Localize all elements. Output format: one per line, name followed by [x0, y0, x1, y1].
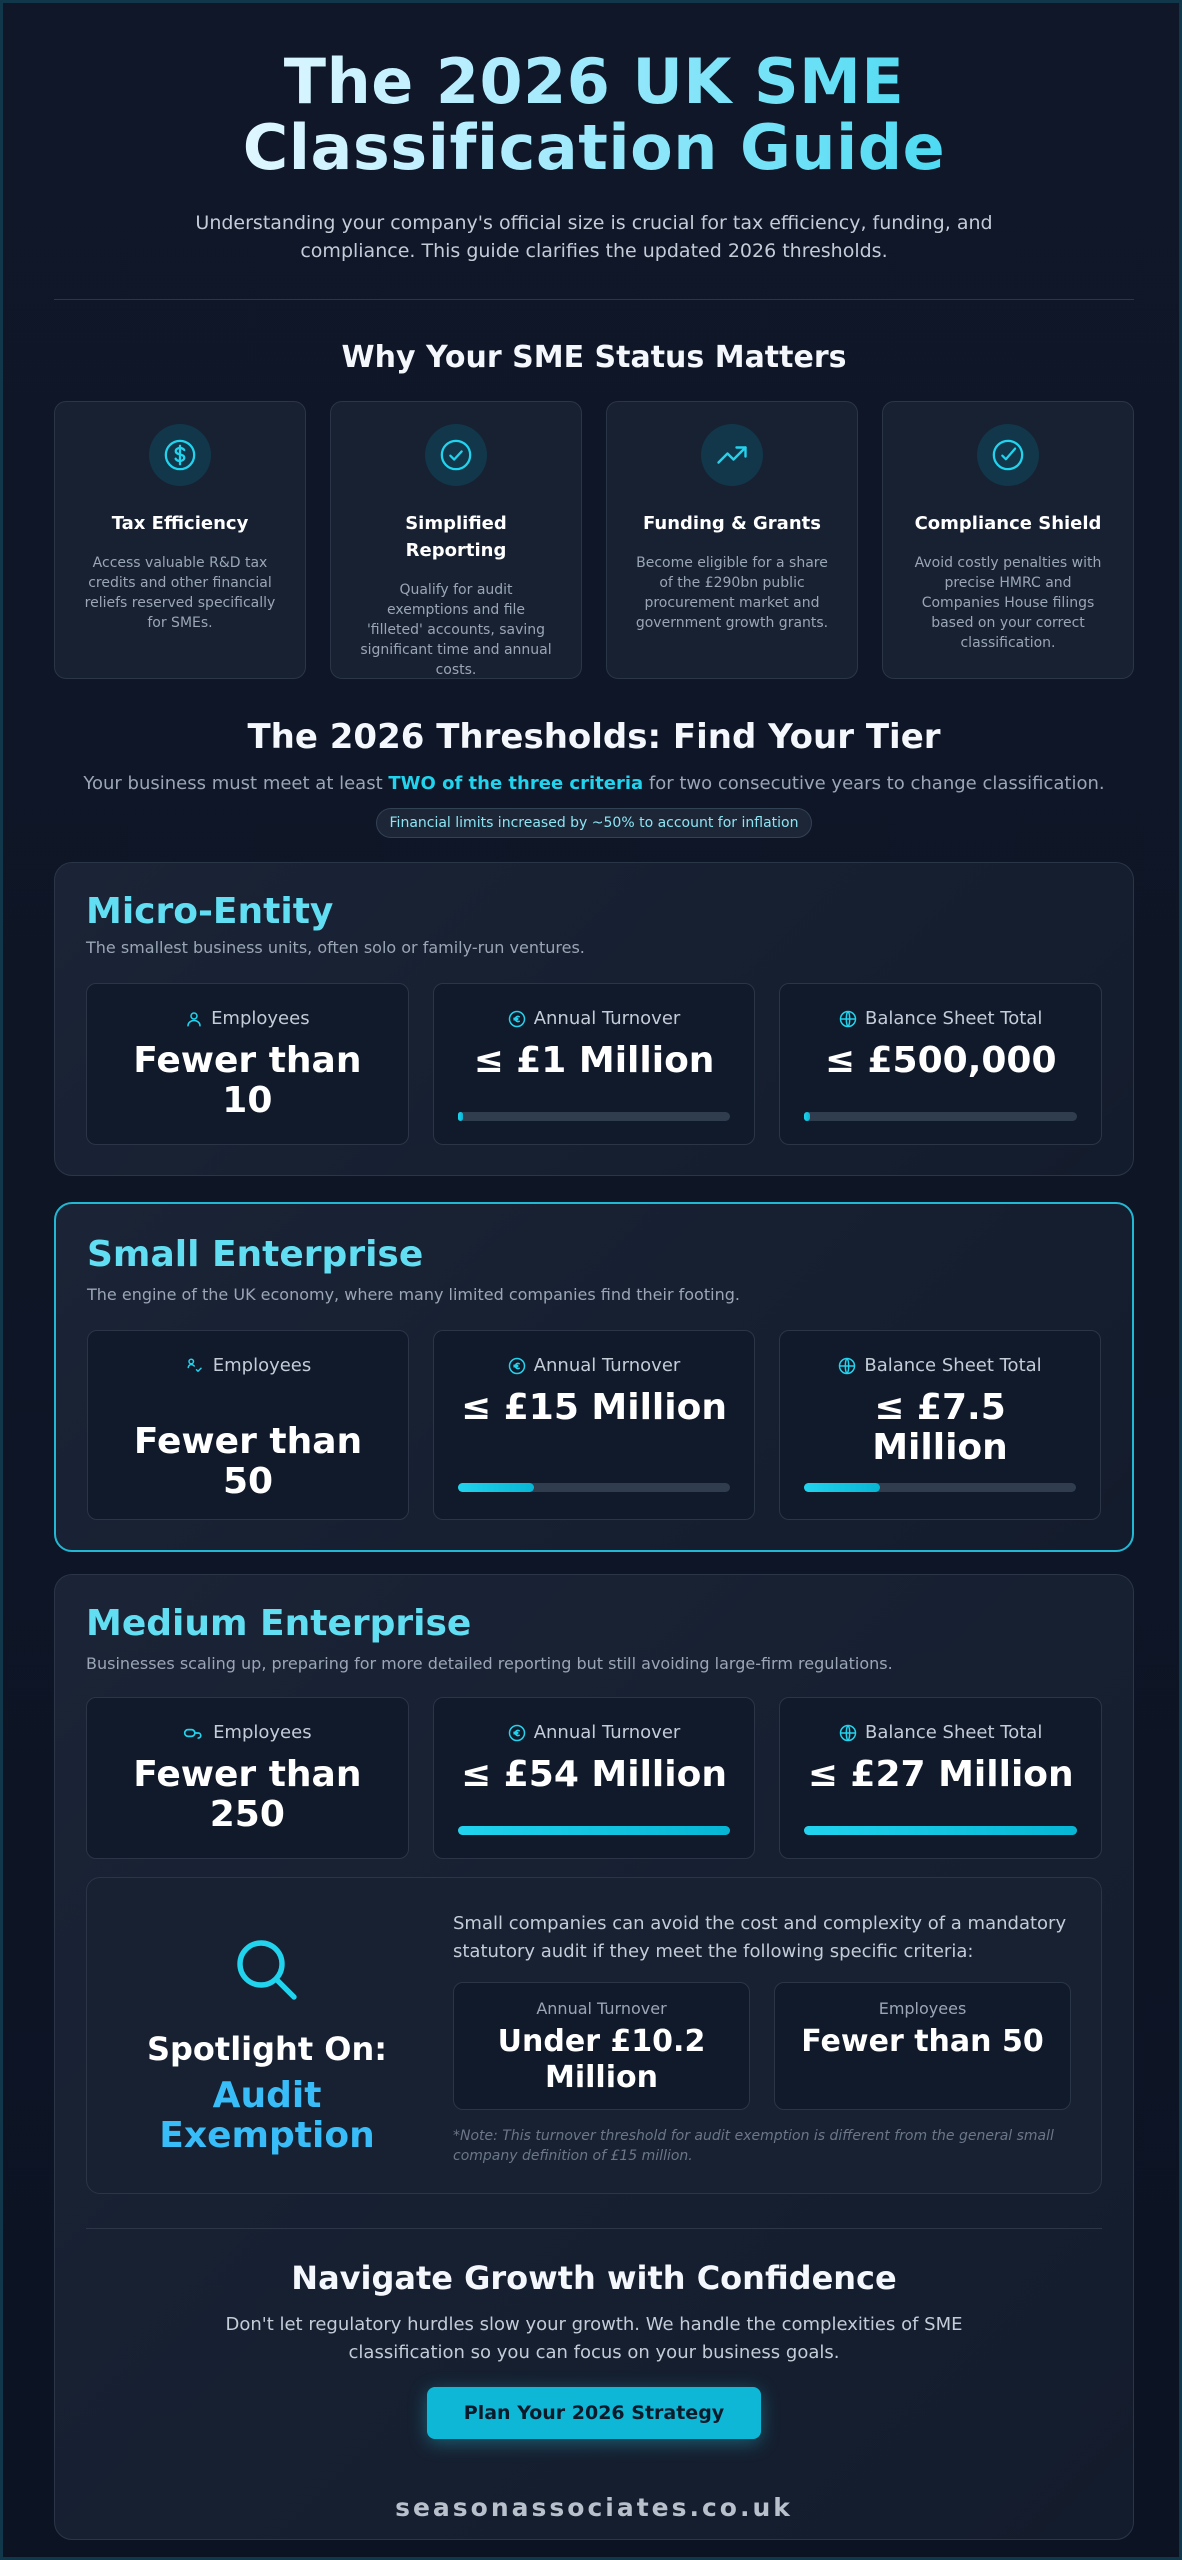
header-divider [54, 299, 1134, 300]
tier-stats [86, 983, 1102, 1145]
stat-balance [779, 1697, 1102, 1859]
stat-balance [779, 983, 1102, 1145]
why-card-text: Avoid costly penalties with precise HMRC and Companies House filings based on your correct classification. [914, 555, 1102, 651]
globe-icon [838, 1357, 856, 1375]
page-subtitle: Understanding your company's official size is crucial for tax efficiency, funding, and compliance. This guide clarifies the updated 2026 thresholds. [195, 212, 993, 262]
spotlight-box-label: Employees [878, 1999, 967, 2018]
stat-employees [86, 1697, 409, 1859]
why-card-title: Simplified Reporting [405, 513, 507, 561]
dollar-circle-icon [149, 424, 211, 486]
stat-balance [779, 1330, 1101, 1520]
website-link[interactable]: seasonassociates.co.uk [395, 2493, 793, 2522]
spotlight-note: *Note: This turnover threshold for audit exemption is different from the general small company definition of £15 million. [453, 2128, 1054, 2164]
stat-label: Balance Sheet Total [865, 1008, 1043, 1029]
currency-icon [508, 1357, 526, 1375]
why-card-tax [54, 401, 306, 679]
page-content [54, 3, 1134, 2540]
currency-icon [508, 1010, 526, 1028]
why-card-compliance [882, 401, 1134, 679]
stat-value: ≤ £7.5 Million [872, 1387, 1008, 1468]
tier-card-medium [54, 1574, 1134, 2540]
stat-label: Employees [212, 1355, 312, 1376]
stat-value: Fewer than 50 [133, 1421, 363, 1502]
inflation-badge: Financial limits increased by ~50% to account for inflation [376, 808, 813, 838]
spotlight-box-value: Under £10.2 Million [497, 2024, 706, 2095]
cta-divider [86, 2228, 1102, 2229]
spotlight-title: Spotlight On: [146, 2030, 388, 2068]
thresholds-intro: Your business must meet at least TWO of the three criteria for two consecutive years to change classification. [83, 773, 1105, 794]
progress-bar-fill [804, 1826, 1077, 1835]
progress-bar-fill [804, 1112, 809, 1121]
users-icon [185, 1357, 205, 1375]
why-card-text: Access valuable R&D tax credits and other financial reliefs reserved specifically for SMEs. [84, 555, 276, 631]
stat-label: Employees [213, 1722, 312, 1743]
tier-name: Micro-Entity [86, 891, 334, 932]
tier-description: Businesses scaling up, preparing for more detailed reporting but still avoiding large-firm regulations. [86, 1654, 893, 1673]
stat-value: ≤ £15 Million [461, 1387, 727, 1428]
tier-name: Medium Enterprise [86, 1603, 472, 1644]
tier-stats [87, 1330, 1101, 1520]
stat-turnover [433, 983, 756, 1145]
spotlight-employees-box [774, 1982, 1071, 2110]
check-circle-icon [425, 424, 487, 486]
spotlight-intro: Small companies can avoid the cost and complexity of a mandatory statutory audit if they meet the following specific criteria: [453, 1913, 1067, 1962]
stat-employees [86, 983, 409, 1145]
globe-icon [839, 1724, 857, 1742]
link-icon [183, 1724, 205, 1742]
stat-turnover [433, 1330, 755, 1520]
why-card-title: Funding & Grants [643, 513, 821, 534]
progress-bar [458, 1826, 731, 1835]
stat-value: Fewer than 10 [133, 1040, 362, 1121]
shield-check-icon [977, 424, 1039, 486]
audit-exemption-spotlight [86, 1877, 1102, 2194]
tier-card-small [54, 1202, 1134, 1552]
stat-label: Employees [211, 1008, 310, 1029]
stat-label: Annual Turnover [533, 1722, 681, 1743]
why-card-text: Become eligible for a share of the £290bn public procurement market and government growth grants. [635, 555, 829, 631]
progress-bar [804, 1112, 1077, 1121]
stat-value: Fewer than 250 [133, 1754, 362, 1835]
spotlight-turnover-box [453, 1982, 750, 2110]
progress-bar [804, 1826, 1077, 1835]
user-icon [185, 1010, 203, 1028]
tier-card-micro [54, 862, 1134, 1176]
stat-label: Annual Turnover [533, 1008, 681, 1029]
tier-description: The engine of the UK economy, where many limited companies find their footing. [87, 1285, 740, 1304]
stat-value: ≤ £27 Million [807, 1754, 1074, 1795]
spotlight-box-value: Fewer than 50 [801, 2024, 1044, 2059]
spotlight-box-label: Annual Turnover [536, 1999, 667, 2018]
why-card-title: Compliance Shield [914, 513, 1102, 534]
why-section-title: Why Your SME Status Matters [341, 340, 847, 375]
why-card-funding [606, 401, 858, 679]
stat-value: ≤ £1 Million [473, 1040, 715, 1081]
why-cards [54, 401, 1134, 679]
progress-bar-fill [804, 1483, 880, 1492]
page-title: The 2026 UK SME Classification Guide [54, 49, 1134, 181]
tier-stats [86, 1697, 1102, 1859]
spotlight-accent: Audit Exemption [159, 2075, 375, 2156]
trending-up-icon [701, 424, 763, 486]
currency-icon [508, 1724, 526, 1742]
stat-label: Balance Sheet Total [864, 1355, 1042, 1376]
tier-description: The smallest business units, often solo or family-run ventures. [86, 938, 585, 957]
progress-bar [458, 1483, 730, 1492]
stat-label: Balance Sheet Total [865, 1722, 1043, 1743]
cta-title: Navigate Growth with Confidence [291, 2259, 897, 2297]
thresholds-title: The 2026 Thresholds: Find Your Tier [247, 717, 941, 757]
progress-bar [804, 1483, 1076, 1492]
why-card-text: Qualify for audit exemptions and file 'filleted' accounts, saving significant time and annual costs. [360, 582, 552, 678]
search-icon [231, 1934, 303, 2006]
cta-text: Don't let regulatory hurdles slow your growth. We handle the complexities of SME classification so you can focus on your business goals. [225, 2314, 963, 2363]
progress-bar-fill [458, 1483, 534, 1492]
stat-turnover [433, 1697, 756, 1859]
tier-name: Small Enterprise [87, 1234, 424, 1275]
plan-strategy-button[interactable]: Plan Your 2026 Strategy [427, 2387, 761, 2439]
why-card-reporting [330, 401, 582, 679]
stat-value: ≤ £54 Million [461, 1754, 727, 1795]
progress-bar-fill [458, 1112, 463, 1121]
globe-icon [839, 1010, 857, 1028]
why-card-title: Tax Efficiency [111, 513, 249, 534]
thresholds-criteria-highlight: TWO of the three criteria [388, 773, 644, 794]
progress-bar-fill [458, 1826, 731, 1835]
stat-employees [87, 1330, 409, 1520]
stat-label: Annual Turnover [533, 1355, 681, 1376]
stat-value: ≤ £500,000 [824, 1040, 1057, 1081]
progress-bar [458, 1112, 731, 1121]
